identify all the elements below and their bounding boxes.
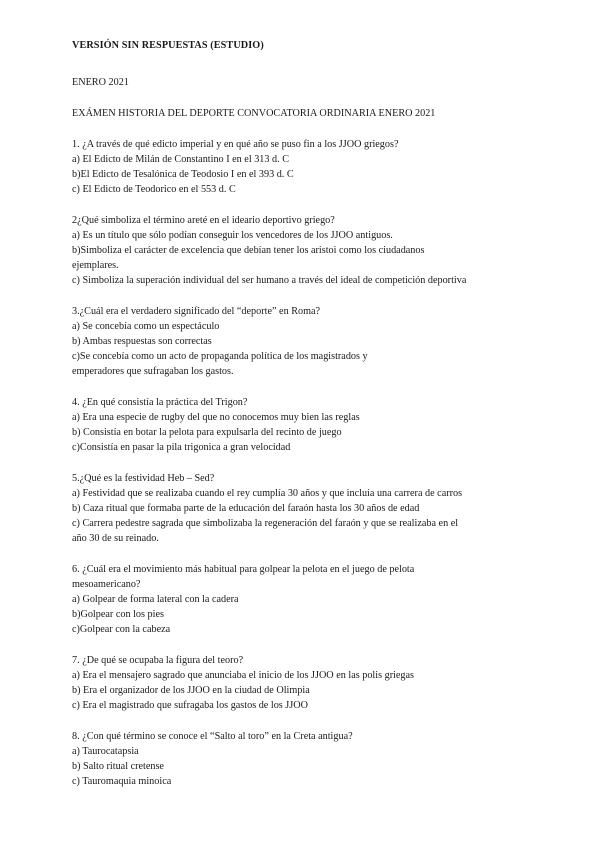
question-text: 1. ¿A través de qué edicto imperial y en qué año se puso fin a los JJOO griegos? <box>72 139 399 150</box>
question-text: 8. ¿Con qué término se conoce el “Salto al toro” en la Creta antigua? <box>72 731 353 742</box>
answer-option: a) El Edicto de Milán de Constantino I en el 313 d. C <box>72 154 290 165</box>
answer-option: a) Festividad que se realizaba cuando el rey cumplía 30 años y que incluía una carrera de carros <box>72 488 463 499</box>
question-text: 5.¿Qué es la festividad Heb – Sed? <box>72 473 215 484</box>
answer-option: a) Es un título que sólo podían conseguir los vencedores de los JJOO antiguos. <box>72 230 393 241</box>
answer-option: b) Salto ritual cretense <box>72 761 164 772</box>
answer-option: b) Ambas respuestas son correctas <box>72 336 212 347</box>
answer-option: c)Se concebía como un acto de propaganda política de los magistrados y <box>72 351 368 362</box>
answer-option: a) Taurocatapsia <box>72 746 139 757</box>
question-block <box>72 653 532 713</box>
answer-option: emperadores que sufragaban los gastos. <box>72 366 234 377</box>
question-block <box>72 729 532 789</box>
answer-option: b) Consistía en botar la pelota para expulsarla del recinto de juego <box>72 427 342 438</box>
question-block <box>72 471 532 546</box>
question-text: mesoamericano? <box>72 579 141 590</box>
answer-option: a) Golpear de forma lateral con la cadera <box>72 594 239 605</box>
answer-option: a) Se concebía como un espectáculo <box>72 321 220 332</box>
answer-option: c) Simboliza la superación individual del ser humano a través del ideal de competición deportiva <box>72 275 467 286</box>
answer-option: a) Era el mensajero sagrado que anunciaba el inicio de los JJOO en las polis griegas <box>72 670 415 681</box>
answer-option: ejemplares. <box>72 260 119 271</box>
answer-option: a) Era una especie de rugby del que no conocemos muy bien las reglas <box>72 412 360 423</box>
document-page <box>72 38 532 789</box>
answer-option: c) Carrera pedestre sagrada que simbolizaba la regeneración del faraón y que se realizaba en el <box>72 518 459 529</box>
question-block <box>72 213 532 288</box>
answer-option: c) El Edicto de Teodorico en el 553 d. C <box>72 184 236 195</box>
question-block <box>72 395 532 455</box>
question-text: 3.¿Cuál era el verdadero significado del “deporte” en Roma? <box>72 306 321 317</box>
answer-option: b)Golpear con los pies <box>72 609 164 620</box>
answer-option: año 30 de su reinado. <box>72 533 159 544</box>
question-block <box>72 304 532 379</box>
exam-title: EXÁMEN HISTORIA DEL DEPORTE CONVOCATORIA ORDINARIA ENERO 2021 <box>72 108 436 119</box>
question-list <box>72 137 532 789</box>
answer-option: b)Simboliza el carácter de excelencia que debían tener los aristoi como los ciudadanos <box>72 245 425 256</box>
answer-option: c)Consistía en pasar la pila trigonica a gran velocidad <box>72 442 291 453</box>
document-title: VERSIÓN SIN RESPUESTAS (ESTUDIO) <box>72 40 264 51</box>
question-text: 6. ¿Cuál era el movimiento más habitual para golpear la pelota en el juego de pelota <box>72 564 415 575</box>
question-text: 7. ¿De qué se ocupaba la figura del teoro? <box>72 655 244 666</box>
exam-date: ENERO 2021 <box>72 77 129 88</box>
question-text: 2¿Qué simboliza el término areté en el ideario deportivo griego? <box>72 215 335 226</box>
answer-option: b)El Edicto de Tesalónica de Teodosio I en el 393 d. C <box>72 169 294 180</box>
answer-option: b) Era el organizador de los JJOO en la ciudad de Olimpia <box>72 685 310 696</box>
answer-option: c) Tauromaquia minoica <box>72 776 172 787</box>
answer-option: c)Golpear con la cabeza <box>72 624 171 635</box>
question-block <box>72 562 532 637</box>
answer-option: c) Era el magistrado que sufragaba los gastos de los JJOO <box>72 700 308 711</box>
question-block <box>72 137 532 197</box>
question-text: 4. ¿En qué consistía la práctica del Trigon? <box>72 397 248 408</box>
answer-option: b) Caza ritual que formaba parte de la educación del faraón hasta los 30 años de edad <box>72 503 420 514</box>
